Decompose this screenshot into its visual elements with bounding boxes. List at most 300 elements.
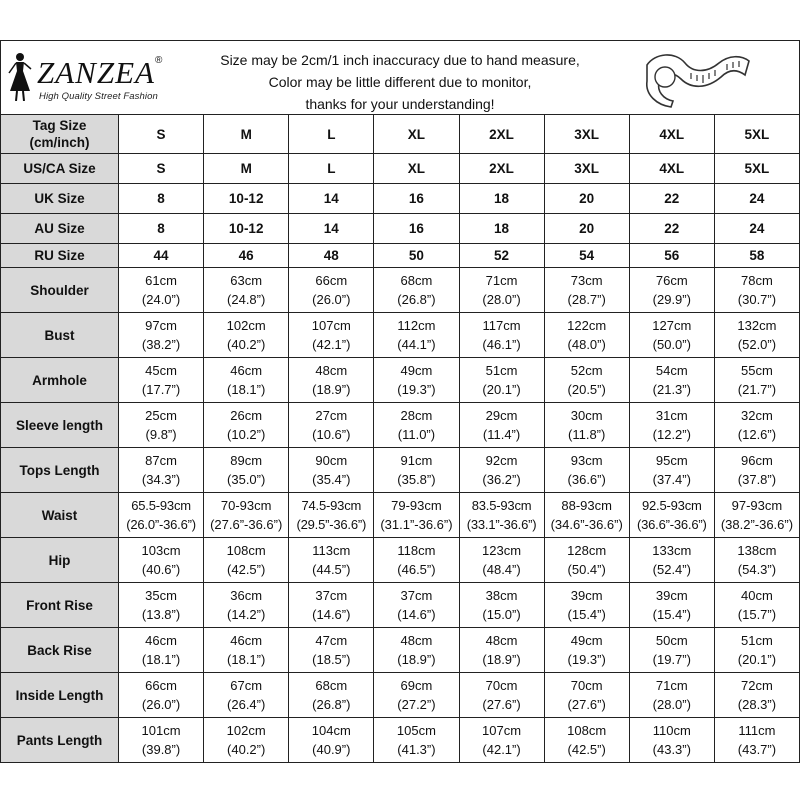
row-label: UK Size xyxy=(1,184,119,214)
measure-cell xyxy=(289,673,374,718)
cm-value: 63cm xyxy=(230,273,263,288)
cm-value: 127cm xyxy=(652,318,692,333)
inch-value: (48.0”) xyxy=(567,337,606,352)
inch-value: (21.3”) xyxy=(652,382,691,397)
cm-value: 65.5-93cm xyxy=(131,498,191,513)
measure-row-waist xyxy=(1,493,800,538)
measure-cell xyxy=(629,313,714,358)
measure-cell xyxy=(119,268,204,313)
measure-cell xyxy=(459,358,544,403)
inch-value: (18.5”) xyxy=(312,652,351,667)
measure-cell xyxy=(544,718,629,763)
measure-cell xyxy=(544,268,629,313)
measure-cell xyxy=(374,268,459,313)
measure-cell xyxy=(714,403,799,448)
inch-value: (26.8”) xyxy=(397,292,436,307)
size-table xyxy=(0,114,800,763)
size-cell: 18 xyxy=(459,184,544,214)
cm-value: 107cm xyxy=(482,723,522,738)
cm-value: 78cm xyxy=(741,273,773,288)
measure-cell xyxy=(714,718,799,763)
inch-value: (29.9”) xyxy=(652,292,691,307)
inch-value: (35.8”) xyxy=(397,472,436,487)
cm-value: 92cm xyxy=(485,453,518,468)
cm-value: 83.5-93cm xyxy=(471,498,532,513)
measure-cell xyxy=(289,628,374,673)
inch-value: (34.3”) xyxy=(141,472,181,487)
measure-cell xyxy=(289,313,374,358)
cm-value: 122cm xyxy=(567,318,607,333)
inch-value: (18.9”) xyxy=(312,382,351,397)
cm-value: 46cm xyxy=(230,633,263,648)
inch-value: (26.8”) xyxy=(312,697,351,712)
inch-value: (14.6”) xyxy=(312,607,351,622)
measure-cell xyxy=(204,493,289,538)
cm-value: 69cm xyxy=(400,678,433,693)
size-cell: 46 xyxy=(204,244,289,268)
measure-cell xyxy=(374,718,459,763)
cm-value: 46cm xyxy=(145,633,177,648)
inch-value: (10.2”) xyxy=(227,427,266,442)
measure-cell xyxy=(374,358,459,403)
measure-cell xyxy=(629,538,714,583)
measure-row-bust xyxy=(1,313,800,358)
cm-value: 66cm xyxy=(315,273,348,288)
size-cell: 14 xyxy=(289,214,374,244)
cm-value: 49cm xyxy=(400,363,433,378)
measure-cell xyxy=(119,358,204,403)
measure-cell xyxy=(544,403,629,448)
inch-value: (27.6”) xyxy=(567,697,606,712)
cm-value: 92.5-93cm xyxy=(642,498,702,513)
cm-value: 39cm xyxy=(655,588,688,603)
inch-value: (44.1”) xyxy=(397,337,436,352)
measure-cell xyxy=(544,583,629,628)
measure-cell xyxy=(544,358,629,403)
inch-value: (15.4”) xyxy=(652,607,691,622)
cm-value: 45cm xyxy=(145,363,177,378)
measure-cell xyxy=(714,583,799,628)
inch-value: (26.4”) xyxy=(227,697,266,712)
cm-value: 39cm xyxy=(570,588,603,603)
inch-value: (28.0”) xyxy=(482,292,521,307)
inch-value: (40.9”) xyxy=(312,742,351,757)
cm-value: 117cm xyxy=(482,318,521,333)
measure-cell xyxy=(459,313,544,358)
inch-value: (52.4”) xyxy=(652,562,691,577)
cm-value: 68cm xyxy=(400,273,433,288)
cm-value: 37cm xyxy=(315,588,348,603)
cm-value: 47cm xyxy=(315,633,348,648)
size-cell: 48 xyxy=(289,244,374,268)
notice-line: Size may be 2cm/1 inch inaccuracy due to hand measure, xyxy=(220,52,580,68)
measure-cell xyxy=(629,628,714,673)
inch-value: (14.6”) xyxy=(397,607,436,622)
chart-header xyxy=(0,40,800,114)
measure-cell xyxy=(289,538,374,583)
size-cell: 22 xyxy=(629,184,714,214)
cm-value: 108cm xyxy=(567,723,607,738)
cm-value: 40cm xyxy=(741,588,773,603)
measurement-notice xyxy=(201,49,599,115)
inch-value: (42.1”) xyxy=(482,742,521,757)
measure-cell xyxy=(204,448,289,493)
cm-value: 93cm xyxy=(570,453,603,468)
size-cell: 18 xyxy=(459,214,544,244)
cm-value: 51cm xyxy=(485,363,518,378)
inch-value: (36.2”) xyxy=(482,472,521,487)
cm-value: 105cm xyxy=(396,723,436,738)
inch-value: (18.9”) xyxy=(397,652,436,667)
fashion-figure-icon xyxy=(5,51,35,101)
inch-value: (19.3”) xyxy=(567,652,606,667)
row-label: Tag Size (cm/inch) xyxy=(1,115,119,154)
size-cell: S xyxy=(119,115,204,154)
inch-value: (20.5”) xyxy=(567,382,606,397)
inch-value: (50.4”) xyxy=(567,562,606,577)
inch-value: (54.3”) xyxy=(737,562,777,577)
cm-value: 103cm xyxy=(141,543,181,558)
inch-value: (18.1”) xyxy=(227,382,266,397)
inch-value: (44.5”) xyxy=(312,562,351,577)
size-cell: 44 xyxy=(119,244,204,268)
size-row-us-ca xyxy=(1,154,800,184)
size-cell: 56 xyxy=(629,244,714,268)
measure-cell xyxy=(714,493,799,538)
cm-value: 61cm xyxy=(145,273,177,288)
inch-value: (11.4”) xyxy=(482,427,521,442)
row-label: Front Rise xyxy=(1,583,119,628)
row-label: Waist xyxy=(1,493,119,538)
cm-value: 50cm xyxy=(655,633,688,648)
inch-value: (40.2”) xyxy=(227,337,266,352)
measure-cell xyxy=(544,448,629,493)
cm-value: 88-93cm xyxy=(561,498,612,513)
inch-value: (18.1”) xyxy=(141,652,181,667)
measure-cell xyxy=(204,403,289,448)
cm-value: 90cm xyxy=(315,453,348,468)
measure-cell xyxy=(119,538,204,583)
measure-cell xyxy=(204,673,289,718)
cm-value: 38cm xyxy=(485,588,518,603)
inch-value: (46.1”) xyxy=(482,337,521,352)
size-cell: 52 xyxy=(459,244,544,268)
size-cell: M xyxy=(204,115,289,154)
inch-value: (11.8”) xyxy=(568,427,606,442)
inch-value: (12.6”) xyxy=(737,427,777,442)
inch-value: (9.8”) xyxy=(145,427,177,442)
inch-value: (35.4”) xyxy=(312,472,351,487)
measure-row-shoulder xyxy=(1,268,800,313)
measure-cell xyxy=(374,493,459,538)
cm-value: 107cm xyxy=(311,318,351,333)
size-cell: 16 xyxy=(374,214,459,244)
inch-value: (30.7”) xyxy=(737,292,777,307)
inch-value: (43.3”) xyxy=(652,742,691,757)
measure-cell xyxy=(544,313,629,358)
cm-value: 113cm xyxy=(312,543,351,558)
inch-value: (18.1”) xyxy=(227,652,266,667)
row-label: Inside Length xyxy=(1,673,119,718)
measure-cell xyxy=(374,448,459,493)
measure-cell xyxy=(714,538,799,583)
inch-value: (39.8”) xyxy=(141,742,181,757)
size-cell: 8 xyxy=(119,184,204,214)
cm-value: 87cm xyxy=(145,453,177,468)
size-row-uk xyxy=(1,184,800,214)
measure-cell xyxy=(459,493,544,538)
cm-value: 49cm xyxy=(570,633,603,648)
inch-value: (36.6”) xyxy=(567,472,606,487)
inch-value: (10.6”) xyxy=(312,427,351,442)
size-row-au xyxy=(1,214,800,244)
cm-value: 102cm xyxy=(226,318,266,333)
cm-value: 71cm xyxy=(655,678,688,693)
cm-value: 70cm xyxy=(570,678,603,693)
cm-value: 48cm xyxy=(485,633,518,648)
measure-cell xyxy=(374,313,459,358)
measure-cell xyxy=(289,358,374,403)
inch-value: (17.7”) xyxy=(141,382,181,397)
measure-cell xyxy=(544,673,629,718)
measure-cell xyxy=(204,718,289,763)
inch-value: (42.5”) xyxy=(227,562,266,577)
measure-cell xyxy=(289,268,374,313)
measure-row-armhole xyxy=(1,358,800,403)
inch-value: (38.2”-36.6”) xyxy=(720,517,794,532)
size-cell: 54 xyxy=(544,244,629,268)
inch-value: (42.1”) xyxy=(312,337,351,352)
cm-value: 28cm xyxy=(400,408,433,423)
inch-value: (34.6”-36.6”) xyxy=(550,517,623,532)
inch-value: (26.0”) xyxy=(312,292,351,307)
size-cell: 10-12 xyxy=(204,214,289,244)
measure-cell xyxy=(119,448,204,493)
cm-value: 71cm xyxy=(485,273,518,288)
notice-line: Color may be little different due to monitor, xyxy=(268,74,532,90)
inch-value: (38.2”) xyxy=(141,337,181,352)
cm-value: 128cm xyxy=(567,543,607,558)
inch-value: (33.1”-36.6”) xyxy=(466,517,537,532)
measure-cell xyxy=(289,718,374,763)
inch-value: (27.6”-36.6”) xyxy=(210,517,283,532)
measure-cell xyxy=(119,313,204,358)
measure-cell xyxy=(459,403,544,448)
inch-value: (36.6”-36.6”) xyxy=(636,517,707,532)
cm-value: 138cm xyxy=(737,543,777,558)
size-row-ru xyxy=(1,244,800,268)
inch-value: (26.0”) xyxy=(141,697,181,712)
cm-value: 25cm xyxy=(145,408,177,423)
measure-cell xyxy=(714,673,799,718)
cm-value: 70cm xyxy=(485,678,518,693)
inch-value: (12.2”) xyxy=(652,427,691,442)
measure-cell xyxy=(629,268,714,313)
inch-value: (37.4”) xyxy=(652,472,691,487)
size-cell: 58 xyxy=(714,244,799,268)
cm-value: 132cm xyxy=(737,318,777,333)
cm-value: 48cm xyxy=(400,633,433,648)
inch-value: (13.8”) xyxy=(141,607,181,622)
row-label: Armhole xyxy=(1,358,119,403)
size-cell: 50 xyxy=(374,244,459,268)
size-cell: 14 xyxy=(289,184,374,214)
row-label: Pants Length xyxy=(1,718,119,763)
measure-cell xyxy=(289,493,374,538)
inch-value: (46.5”) xyxy=(397,562,436,577)
inch-value: (29.5”-36.6”) xyxy=(296,517,367,532)
cm-value: 123cm xyxy=(482,543,522,558)
measure-cell xyxy=(204,268,289,313)
inch-value: (37.8”) xyxy=(737,472,777,487)
cm-value: 104cm xyxy=(311,723,351,738)
size-row-tag xyxy=(1,115,800,154)
size-cell: 4XL xyxy=(629,154,714,184)
measure-row-back-rise xyxy=(1,628,800,673)
cm-value: 67cm xyxy=(230,678,263,693)
measure-row-tops-length xyxy=(1,448,800,493)
cm-value: 108cm xyxy=(226,543,266,558)
cm-value: 97cm xyxy=(145,318,177,333)
inch-value: (15.0”) xyxy=(482,607,521,622)
cm-value: 102cm xyxy=(226,723,266,738)
measure-cell xyxy=(459,628,544,673)
inch-value: (52.0”) xyxy=(737,337,777,352)
size-cell: 22 xyxy=(629,214,714,244)
measure-cell xyxy=(459,583,544,628)
measure-cell xyxy=(714,313,799,358)
inch-value: (19.3”) xyxy=(397,382,436,397)
cm-value: 133cm xyxy=(652,543,692,558)
measuring-tape-icon xyxy=(641,47,753,109)
measure-cell xyxy=(204,538,289,583)
cm-value: 31cm xyxy=(655,408,688,423)
measure-row-pants-length xyxy=(1,718,800,763)
inch-value: (27.2”) xyxy=(397,697,436,712)
cm-value: 29cm xyxy=(485,408,518,423)
size-cell: 20 xyxy=(544,214,629,244)
inch-value: (11.0”) xyxy=(397,427,436,442)
cm-value: 110cm xyxy=(652,723,691,738)
measure-cell xyxy=(119,673,204,718)
size-cell: XL xyxy=(374,154,459,184)
measure-cell xyxy=(459,718,544,763)
cm-value: 27cm xyxy=(315,408,348,423)
cm-value: 97-93cm xyxy=(731,498,783,513)
measure-cell xyxy=(629,583,714,628)
measure-row-inside-length xyxy=(1,673,800,718)
measure-cell xyxy=(119,718,204,763)
measure-cell xyxy=(204,583,289,628)
inch-value: (35.0”) xyxy=(227,472,266,487)
size-cell: 5XL xyxy=(714,154,799,184)
row-label: Hip xyxy=(1,538,119,583)
inch-value: (42.5”) xyxy=(567,742,606,757)
measure-cell xyxy=(459,448,544,493)
inch-value: (27.6”) xyxy=(482,697,521,712)
inch-value: (28.3”) xyxy=(737,697,777,712)
measure-cell xyxy=(459,538,544,583)
measure-cell xyxy=(629,493,714,538)
cm-value: 26cm xyxy=(230,408,263,423)
size-cell: 2XL xyxy=(459,154,544,184)
measure-cell xyxy=(544,538,629,583)
measure-cell xyxy=(204,358,289,403)
row-label: Sleeve length xyxy=(1,403,119,448)
measure-cell xyxy=(714,628,799,673)
cm-value: 30cm xyxy=(570,408,603,423)
measure-cell xyxy=(119,493,204,538)
cm-value: 73cm xyxy=(570,273,603,288)
inch-value: (14.2”) xyxy=(227,607,266,622)
cm-value: 101cm xyxy=(141,723,181,738)
inch-value: (24.8”) xyxy=(227,292,266,307)
size-cell: 10-12 xyxy=(204,184,289,214)
inch-value: (28.7”) xyxy=(567,292,606,307)
cm-value: 72cm xyxy=(741,678,773,693)
inch-value: (15.4”) xyxy=(567,607,606,622)
size-cell: L xyxy=(289,115,374,154)
inch-value: (28.0”) xyxy=(652,697,691,712)
cm-value: 68cm xyxy=(315,678,348,693)
cm-value: 36cm xyxy=(230,588,263,603)
size-cell: 5XL xyxy=(714,115,799,154)
inch-value: (43.7”) xyxy=(737,742,777,757)
cm-value: 112cm xyxy=(397,318,436,333)
inch-value: (15.7”) xyxy=(737,607,777,622)
size-cell: 2XL xyxy=(459,115,544,154)
size-cell: L xyxy=(289,154,374,184)
measure-cell xyxy=(374,673,459,718)
cm-value: 76cm xyxy=(655,273,688,288)
row-label: US/CA Size xyxy=(1,154,119,184)
measure-cell xyxy=(629,673,714,718)
measure-row-front-rise xyxy=(1,583,800,628)
size-cell: 20 xyxy=(544,184,629,214)
cm-value: 79-93cm xyxy=(391,498,442,513)
measure-cell xyxy=(204,313,289,358)
measure-cell xyxy=(374,403,459,448)
inch-value: (20.1”) xyxy=(737,652,777,667)
row-label: Bust xyxy=(1,313,119,358)
measure-cell xyxy=(289,448,374,493)
row-label: Tops Length xyxy=(1,448,119,493)
inch-value: (41.3”) xyxy=(397,742,436,757)
measure-cell xyxy=(289,403,374,448)
measure-cell xyxy=(714,448,799,493)
cm-value: 51cm xyxy=(741,633,773,648)
measure-cell xyxy=(629,718,714,763)
size-cell: 3XL xyxy=(544,115,629,154)
measure-cell xyxy=(459,268,544,313)
cm-value: 52cm xyxy=(570,363,603,378)
measure-row-hip xyxy=(1,538,800,583)
measure-cell xyxy=(119,583,204,628)
measure-cell xyxy=(289,583,374,628)
registered-mark: ® xyxy=(155,55,163,66)
measure-cell xyxy=(629,403,714,448)
size-cell: S xyxy=(119,154,204,184)
measurement-rows xyxy=(1,268,800,763)
row-label: Shoulder xyxy=(1,268,119,313)
row-label: Back Rise xyxy=(1,628,119,673)
inch-value: (48.4”) xyxy=(482,562,521,577)
inch-value: (40.2”) xyxy=(227,742,266,757)
inch-value: (31.1”-36.6”) xyxy=(380,517,453,532)
cm-value: 89cm xyxy=(230,453,263,468)
cm-value: 91cm xyxy=(400,453,433,468)
size-cell: 8 xyxy=(119,214,204,244)
